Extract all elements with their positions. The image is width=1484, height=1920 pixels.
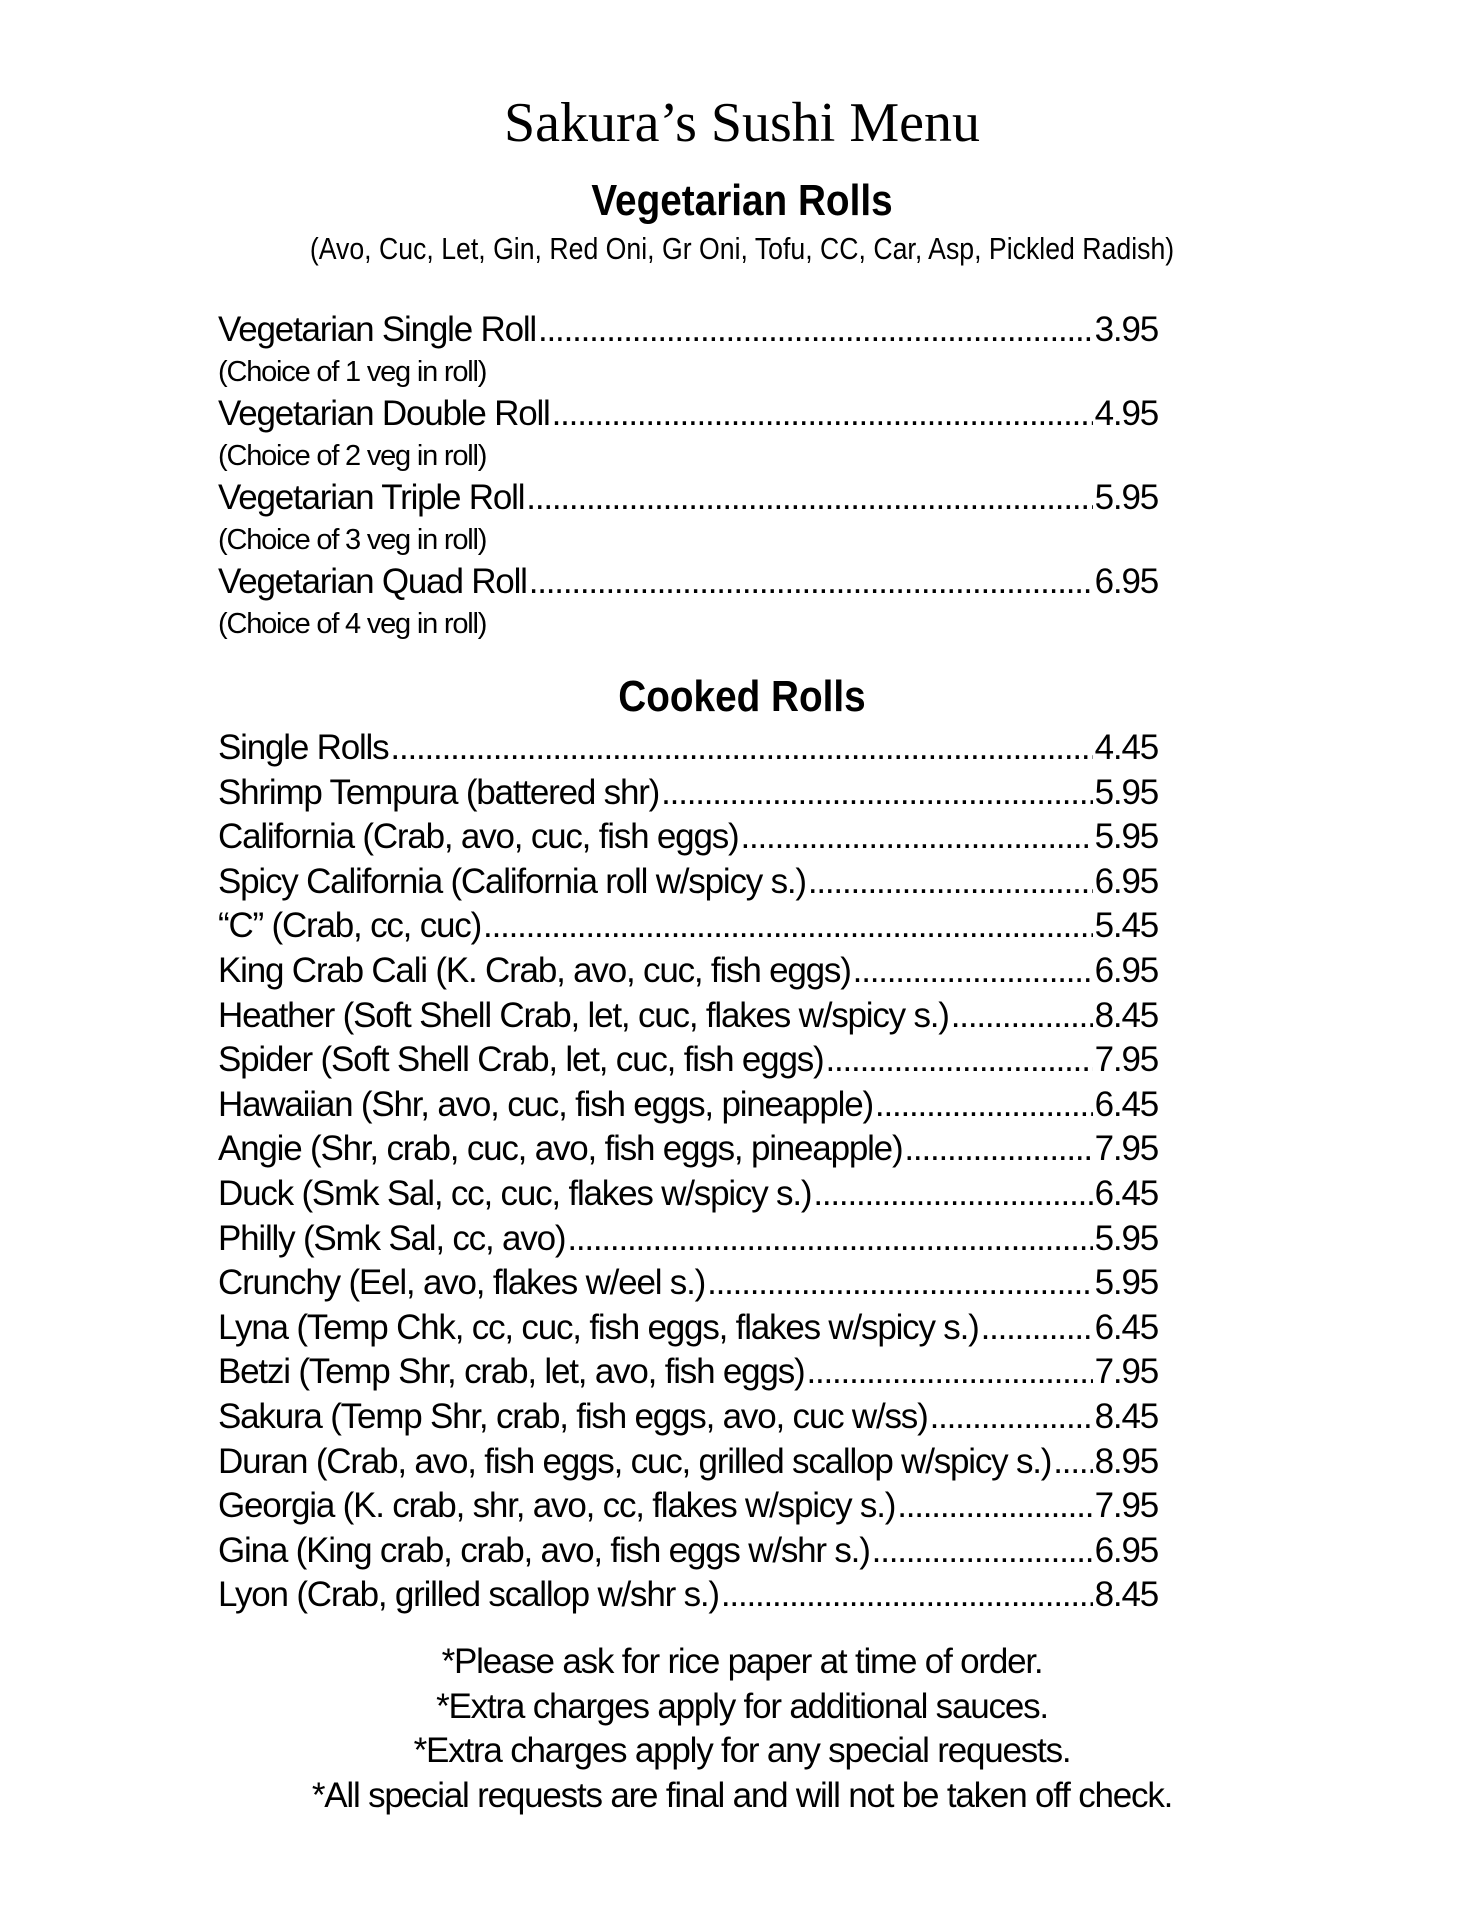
footer-note: *Extra charges apply for additional sauces.	[436, 1686, 1048, 1726]
item-name: Hawaiian (Shr, avo, cuc, fish eggs, pineapple)	[218, 1084, 873, 1124]
dot-leader	[875, 1083, 1093, 1128]
menu-item	[218, 1172, 1158, 1217]
dot-leader	[806, 1350, 1092, 1395]
item-price: 6.95	[1094, 861, 1158, 901]
item-name: Sakura (Temp Shr, crab, fish eggs, avo, cuc w/ss)	[218, 1396, 928, 1436]
dot-leader	[567, 1217, 1092, 1262]
item-name: Heather (Soft Shell Crab, let, cuc, flakes w/spicy s.)	[218, 995, 949, 1035]
menu-item	[218, 1484, 1158, 1529]
cooked-rolls-heading: Cooked Rolls	[618, 672, 866, 721]
menu-item	[218, 560, 1158, 604]
dot-leader	[707, 1261, 1093, 1306]
item-price: 6.95	[1094, 562, 1158, 601]
dot-leader	[808, 860, 1093, 905]
menu-item	[218, 392, 1158, 436]
item-name: Spider (Soft Shell Crab, let, cuc, fish eggs)	[218, 1040, 824, 1080]
dot-leader	[526, 476, 1092, 520]
menu-item	[218, 476, 1158, 520]
item-price: 7.95	[1094, 1040, 1158, 1080]
dot-leader	[872, 1529, 1093, 1574]
item-price: 8.45	[1094, 995, 1158, 1035]
item-price: 6.45	[1094, 1173, 1158, 1213]
footer-note: *Please ask for rice paper at time of order.	[441, 1642, 1043, 1681]
dot-leader	[904, 1127, 1092, 1172]
menu-item	[218, 860, 1158, 905]
item-name: Gina (King crab, crab, avo, fish eggs w/shr s.)	[218, 1530, 870, 1570]
item-price: 6.45	[1094, 1084, 1158, 1124]
item-name: Vegetarian Double Roll	[218, 394, 550, 433]
dot-leader	[483, 904, 1093, 949]
menu-item	[218, 1261, 1158, 1306]
item-note: (Choice of 2 veg in roll)	[218, 440, 487, 472]
item-name: Crunchy (Eel, avo, flakes w/eel s.)	[218, 1263, 706, 1303]
item-name: California (Crab, avo, cuc, fish eggs)	[218, 817, 739, 857]
dot-leader	[951, 994, 1093, 1039]
item-price: 3.95	[1094, 310, 1158, 349]
menu-title: Sakura’s Sushi Menu	[504, 92, 980, 154]
dot-leader	[740, 815, 1092, 860]
item-price: 5.95	[1094, 1218, 1158, 1258]
dot-leader	[538, 308, 1093, 352]
item-note: (Choice of 3 veg in roll)	[218, 524, 487, 556]
item-price: 8.45	[1094, 1575, 1158, 1615]
menu-item	[218, 308, 1158, 352]
menu-item	[218, 1083, 1158, 1128]
vegetarian-ingredients-list: (Avo, Cuc, Let, Gin, Red Oni, Gr Oni, Tofu, CC, Car, Asp, Pickled Radish)	[309, 231, 1175, 266]
item-name: Philly (Smk Sal, cc, avo)	[218, 1218, 566, 1258]
menu-item	[218, 771, 1158, 816]
item-name: Betzi (Temp Shr, crab, let, avo, fish eggs)	[218, 1352, 805, 1392]
cooked-rolls-list	[218, 726, 1158, 1618]
menu-item	[218, 1529, 1158, 1574]
dot-leader	[825, 1038, 1092, 1083]
menu-item	[218, 1127, 1158, 1172]
menu-item	[218, 1573, 1158, 1618]
item-name: Georgia (K. crab, shr, avo, cc, flakes w/spicy s.)	[218, 1486, 896, 1526]
item-name: Vegetarian Triple Roll	[218, 478, 525, 517]
footer-notes	[0, 1640, 1484, 1818]
menu-item	[218, 1440, 1158, 1485]
item-name: Lyna (Temp Chk, cc, cuc, fish eggs, flakes w/spicy s.)	[218, 1307, 979, 1347]
item-price: 6.95	[1094, 1530, 1158, 1570]
item-name: Shrimp Tempura (battered shr)	[218, 772, 660, 812]
item-price: 6.45	[1094, 1307, 1158, 1347]
dot-leader	[930, 1395, 1093, 1440]
dot-leader	[529, 560, 1093, 604]
menu-item	[218, 949, 1158, 994]
item-price: 7.95	[1094, 1129, 1158, 1169]
dot-leader	[1053, 1440, 1092, 1485]
menu-item	[218, 726, 1158, 771]
dot-leader	[721, 1573, 1093, 1618]
menu-item	[218, 1217, 1158, 1262]
item-price: 5.95	[1094, 817, 1158, 857]
item-price: 5.45	[1094, 906, 1158, 946]
item-name: Lyon (Crab, grilled scallop w/shr s.)	[218, 1575, 719, 1615]
item-name: Angie (Shr, crab, cuc, avo, fish eggs, pineapple)	[218, 1129, 903, 1169]
dot-leader	[661, 771, 1093, 816]
item-name: Duran (Crab, avo, fish eggs, cuc, grilled scallop w/spicy s.)	[218, 1441, 1052, 1481]
item-price: 5.95	[1094, 772, 1158, 812]
item-name: Vegetarian Single Roll	[218, 310, 536, 349]
dot-leader	[552, 392, 1093, 436]
dot-leader	[981, 1306, 1093, 1351]
item-name: “C” (Crab, cc, cuc)	[218, 906, 482, 946]
item-name: Spicy California (California roll w/spicy s.)	[218, 861, 806, 901]
footer-note: *Extra charges apply for any special requests.	[413, 1731, 1071, 1770]
menu-item	[218, 904, 1158, 949]
item-price: 8.45	[1094, 1396, 1158, 1436]
item-name: Vegetarian Quad Roll	[218, 562, 527, 601]
item-price: 6.95	[1094, 950, 1158, 990]
item-price: 5.95	[1094, 1263, 1158, 1303]
menu-item	[218, 1350, 1158, 1395]
footer-note: *All special requests are final and will not be taken off check.	[311, 1775, 1173, 1815]
menu-item	[218, 1395, 1158, 1440]
dot-leader	[897, 1484, 1092, 1529]
menu-item	[218, 994, 1158, 1039]
item-name: King Crab Cali (K. Crab, avo, cuc, fish eggs)	[218, 950, 851, 990]
item-price: 5.95	[1094, 478, 1158, 517]
item-note: (Choice of 1 veg in roll)	[218, 356, 487, 388]
dot-leader	[813, 1172, 1092, 1217]
dot-leader	[390, 726, 1092, 771]
item-price: 7.95	[1094, 1352, 1158, 1392]
item-note: (Choice of 4 veg in roll)	[218, 608, 487, 640]
item-price: 4.95	[1094, 394, 1158, 433]
item-price: 8.95	[1094, 1441, 1158, 1481]
item-price: 4.45	[1094, 728, 1158, 767]
vegetarian-rolls-heading: Vegetarian Rolls	[591, 176, 893, 225]
menu-item	[218, 815, 1158, 860]
item-name: Duck (Smk Sal, cc, cuc, flakes w/spicy s.)	[218, 1173, 812, 1213]
dot-leader	[853, 949, 1093, 994]
menu-item	[218, 1306, 1158, 1351]
item-name: Single Rolls	[218, 728, 389, 767]
menu-item	[218, 1038, 1158, 1083]
vegetarian-rolls-list	[218, 308, 1158, 644]
item-price: 7.95	[1094, 1486, 1158, 1526]
